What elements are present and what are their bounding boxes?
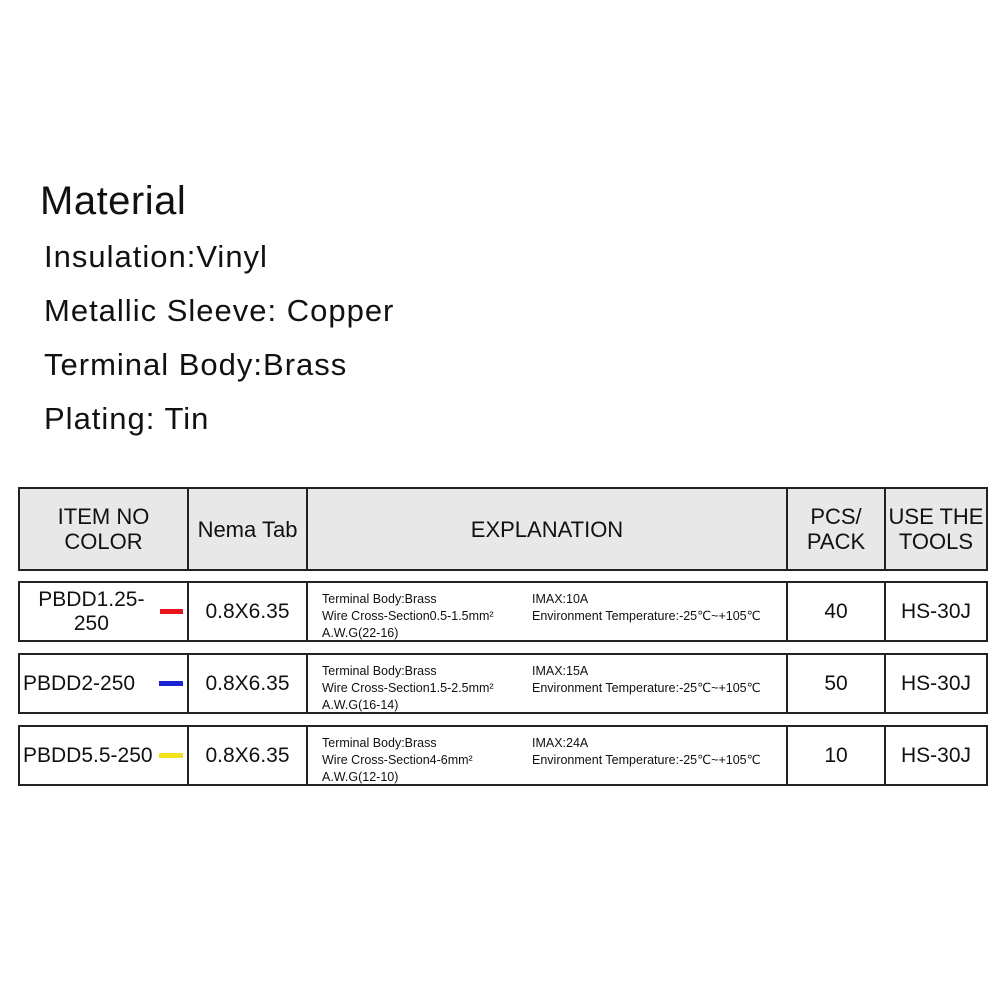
color-swatch	[160, 609, 183, 614]
item-cell	[20, 655, 189, 712]
nema-tab-cell: 0.8X6.35	[189, 583, 308, 640]
color-swatch	[159, 753, 183, 758]
header-color: COLOR	[64, 529, 143, 554]
item-number: PBDD5.5-250	[23, 743, 153, 767]
imax-text: IMAX:24A	[532, 736, 589, 750]
material-plating: Plating: Tin	[44, 401, 210, 436]
header-explanation: EXPLANATION	[308, 489, 788, 569]
environment-temperature-text: Environment Temperature:-25℃~+105℃	[532, 753, 761, 767]
pcs-pack-cell: 10	[788, 727, 886, 784]
terminal-body-text: Terminal Body:Brass	[322, 664, 437, 678]
header-pcs: PCS/	[810, 504, 862, 529]
pcs-pack-cell: 50	[788, 655, 886, 712]
table-row	[18, 581, 988, 642]
environment-temperature-text: Environment Temperature:-25℃~+105℃	[532, 609, 761, 623]
explanation-cell	[308, 583, 788, 640]
nema-tab-cell: 0.8X6.35	[189, 727, 308, 784]
wire-cross-section-text: Wire Cross-Section0.5-1.5mm²	[322, 609, 494, 623]
item-cell	[20, 583, 189, 640]
header-item-no: ITEM NO	[57, 504, 150, 529]
header-pcs-pack	[788, 489, 886, 569]
imax-text: IMAX:10A	[532, 592, 589, 606]
nema-tab-cell: 0.8X6.35	[189, 655, 308, 712]
awg-text: A.W.G(16-14)	[322, 698, 399, 712]
tools-cell: HS-30J	[900, 743, 972, 767]
material-insulation: Insulation:Vinyl	[44, 239, 268, 274]
header-nema-tab: Nema Tab	[189, 489, 308, 569]
tools-cell: HS-30J	[900, 599, 972, 623]
header-pack: PACK	[806, 529, 866, 554]
environment-temperature-text: Environment Temperature:-25℃~+105℃	[532, 681, 761, 695]
item-cell	[20, 727, 189, 784]
awg-text: A.W.G(22-16)	[322, 626, 399, 640]
header-tools: TOOLS	[898, 529, 974, 554]
header-item-color	[20, 489, 189, 569]
material-heading: Material	[40, 179, 187, 223]
terminal-body-text: Terminal Body:Brass	[322, 736, 437, 750]
material-terminal-body: Terminal Body:Brass	[44, 347, 348, 382]
table-header-row	[18, 487, 988, 571]
color-swatch	[159, 681, 183, 686]
imax-text: IMAX:15A	[532, 664, 589, 678]
tools-cell: HS-30J	[900, 671, 972, 695]
table-row	[18, 653, 988, 714]
wire-cross-section-text: Wire Cross-Section1.5-2.5mm²	[322, 681, 494, 695]
item-number: PBDD2-250	[23, 671, 136, 695]
header-use-the: USE THE	[888, 504, 984, 529]
item-number: PBDD1.25-250	[38, 587, 145, 635]
wire-cross-section-text: Wire Cross-Section4-6mm²	[322, 753, 473, 767]
explanation-cell	[308, 655, 788, 712]
awg-text: A.W.G(12-10)	[322, 770, 399, 784]
header-use-the-tools	[886, 489, 986, 569]
material-section	[40, 178, 394, 446]
material-metallic-sleeve: Metallic Sleeve: Copper	[44, 293, 395, 328]
terminal-body-text: Terminal Body:Brass	[322, 592, 437, 606]
explanation-cell	[308, 727, 788, 784]
table-row	[18, 725, 988, 786]
pcs-pack-cell: 40	[788, 583, 886, 640]
